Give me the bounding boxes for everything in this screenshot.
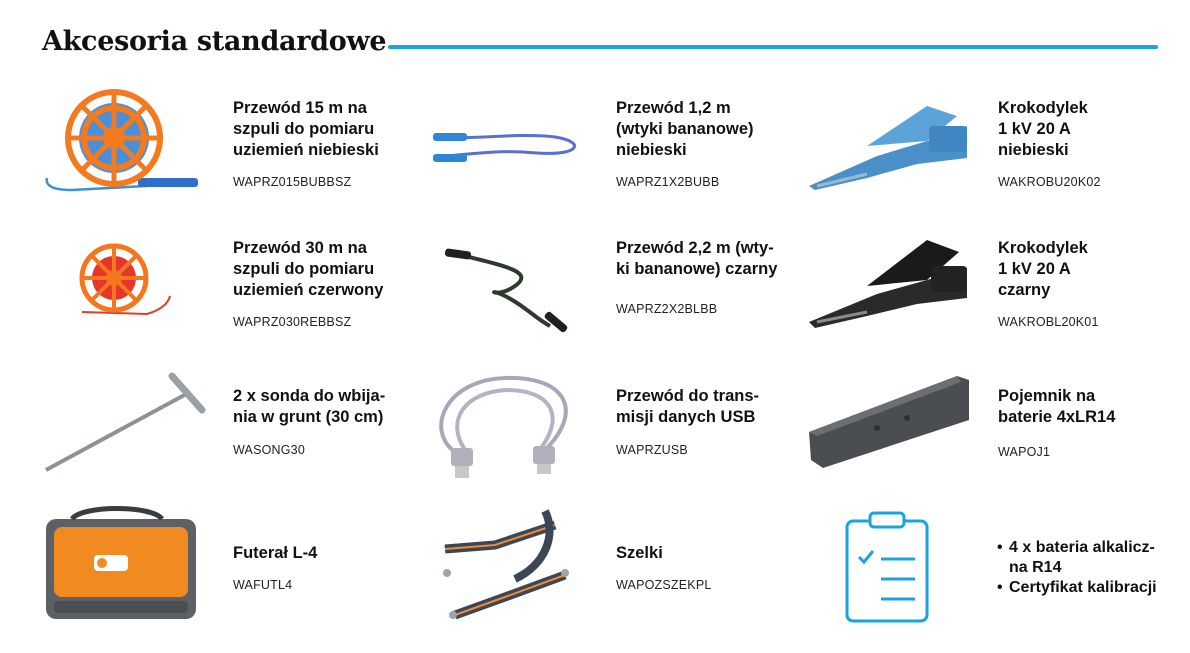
item-code: WAPRZ030REBBSZ	[233, 315, 352, 329]
accessory-blue-clip	[807, 86, 1187, 226]
blue-cable-reel-image	[42, 86, 207, 206]
accessory-blue-reel	[42, 86, 422, 226]
ground-probe-image	[42, 370, 207, 490]
accessory-harness	[425, 505, 805, 645]
red-cable-reel-image	[42, 226, 207, 346]
clipboard-checklist-icon	[807, 505, 972, 625]
accessory-carrying-case	[42, 505, 422, 645]
item-name: Krokodylek 1 kV 20 A niebieski	[998, 99, 1088, 159]
item-code: WAPOJ1	[998, 445, 1051, 459]
item-name: Przewód 15 m na szpuli do pomiaru uziemień niebieski	[233, 99, 379, 159]
accessory-blue-lead	[425, 86, 805, 226]
item-name: Przewód do trans- misji danych USB	[616, 387, 760, 426]
accessory-red-reel	[42, 226, 422, 366]
blue-test-lead-image	[425, 86, 590, 206]
item-code: WAPOZSZEKPL	[616, 578, 712, 592]
item-code: WAPRZUSB	[616, 443, 688, 457]
item-name: Pojemnik na baterie 4xLR14	[998, 387, 1116, 426]
blue-crocodile-clip-image	[807, 86, 972, 206]
battery-container-image	[807, 370, 972, 490]
accessory-usb-cable	[425, 370, 805, 510]
item-code: WASONG30	[233, 443, 305, 457]
item-code: WAKROBU20K02	[998, 175, 1101, 189]
harness-straps-image	[425, 505, 590, 625]
item-code: WAPRZ2X2BLBB	[616, 302, 718, 316]
usb-cable-image	[425, 370, 590, 490]
item-code: WAPRZ1X2BUBB	[616, 175, 720, 189]
item-code: WAPRZ015BUBBSZ	[233, 175, 352, 189]
page-title: Akcesoria standardowe	[42, 26, 387, 57]
item-name: Futerał L-4	[233, 544, 318, 562]
title-divider	[388, 45, 1158, 49]
accessory-black-lead	[425, 226, 805, 366]
extras-item-batteries: • 4 x bateria alkalicz- na R14	[997, 538, 1177, 578]
accessory-black-clip	[807, 226, 1187, 366]
carrying-case-image	[42, 505, 207, 625]
item-code: WAKROBL20K01	[998, 315, 1099, 329]
item-name: Przewód 30 m na szpuli do pomiaru uziemień czerwony	[233, 239, 384, 299]
item-name: Szelki	[616, 544, 663, 562]
accessory-battery-container	[807, 370, 1187, 510]
item-name: 2 x sonda do wbija- nia w grunt (30 cm)	[233, 387, 386, 426]
item-name: Przewód 1,2 m (wtyki bananowe) niebieski	[616, 99, 754, 159]
black-crocodile-clip-image	[807, 226, 972, 346]
extras-list	[997, 538, 1177, 598]
accessory-ground-probe	[42, 370, 422, 510]
black-test-lead-image	[425, 226, 590, 346]
item-code: WAFUTL4	[233, 578, 293, 592]
extras-item-certificate: • Certyfikat kalibracji	[997, 578, 1177, 598]
item-name: Przewód 2,2 m (wty- ki bananowe) czarny	[616, 239, 778, 278]
item-name: Krokodylek 1 kV 20 A czarny	[998, 239, 1088, 299]
